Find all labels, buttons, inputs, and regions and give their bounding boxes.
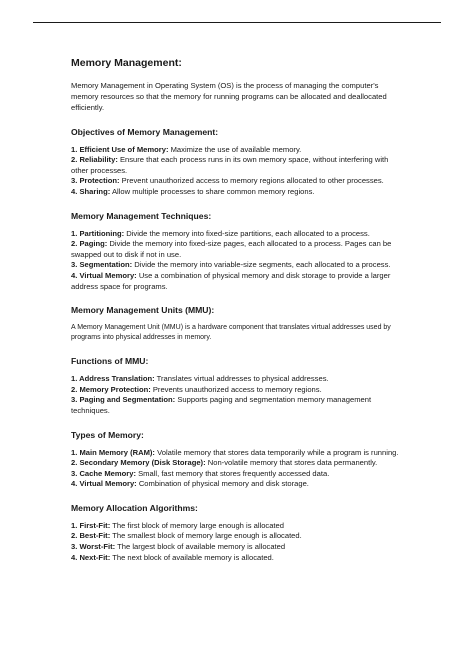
list-item-text: Non-volatile memory that stores data permanently. — [205, 458, 378, 468]
list-item-term: 2. Reliability: — [71, 155, 118, 165]
section-list — [71, 521, 406, 563]
list-item — [71, 448, 406, 459]
list-item-text: Prevents unauthorized access to memory regions. — [150, 384, 322, 394]
list-item-text: Divide the memory into variable-size segments, each allocated to a process. — [132, 260, 391, 270]
list-item — [71, 187, 406, 198]
list-item-term: 3. Paging and Segmentation: — [71, 395, 176, 405]
list-item-term: 2. Memory Protection: — [71, 384, 151, 394]
list-item-term: 1. First-Fit: — [71, 520, 111, 530]
section-heading: Memory Allocation Algorithms: — [71, 502, 198, 513]
list-item-term: 2. Paging: — [71, 239, 108, 249]
list-item — [71, 458, 406, 469]
list-item — [71, 542, 406, 553]
section-heading: Objectives of Memory Management: — [71, 126, 219, 137]
list-item-text: Use a combination of physical memory and disk storage to provide a larger address space for programs. — [71, 270, 391, 291]
list-item-text: Prevent unauthorized access to memory regions allocated to other processes. — [119, 176, 384, 186]
list-item-text: Ensure that each process runs in its own memory space, without interfering with other processes. — [71, 155, 389, 175]
list-item-term: 2. Secondary Memory (Disk Storage): — [71, 458, 206, 468]
sections-after — [71, 356, 406, 563]
list-item-text: Volatile memory that stores data temporarily while a program is running. — [154, 447, 399, 457]
list-item-text: Combination of physical memory and disk storage. — [136, 479, 309, 489]
document-title: Memory Management: — [71, 57, 182, 69]
list-item — [71, 176, 406, 187]
list-item-term: 3. Cache Memory: — [71, 468, 136, 478]
list-item-term: 4. Sharing: — [71, 186, 111, 196]
list-item-text: Translates virtual addresses to physical addresses. — [154, 374, 329, 384]
list-item-text: The first block of memory large enough is allocated — [110, 520, 284, 530]
list-item-text: Divide the memory into fixed-size partitions, each allocated to a process. — [124, 228, 370, 238]
list-item-term: 1. Main Memory (RAM): — [71, 447, 155, 457]
section-list — [71, 448, 406, 490]
section-heading: Memory Management Techniques: — [71, 210, 212, 221]
list-item — [71, 155, 406, 176]
list-item-text: Small, fast memory that stores frequently accessed data. — [136, 468, 330, 478]
list-item-term: 3. Protection: — [71, 176, 120, 186]
list-item-text: Divide the memory into fixed-size pages, each allocated to a process. Pages can be swapped out to disk if not in use. — [71, 239, 392, 259]
list-item — [71, 239, 406, 260]
list-item-term: 1. Efficient Use of Memory: — [71, 144, 169, 154]
list-item — [71, 271, 406, 292]
list-item — [71, 553, 406, 564]
header-rule — [33, 22, 441, 23]
list-item-term: 2. Best-Fit: — [71, 531, 111, 541]
list-item — [71, 229, 406, 240]
section-heading: Functions of MMU: — [71, 356, 149, 367]
list-item-term: 4. Virtual Memory: — [71, 270, 137, 280]
list-item-text: The next block of available memory is allocated. — [110, 552, 274, 562]
section-list — [71, 374, 406, 416]
sections-before — [71, 127, 406, 293]
list-item — [71, 531, 406, 542]
list-item — [71, 469, 406, 480]
section-list — [71, 229, 406, 293]
list-item — [71, 260, 406, 271]
section-list — [71, 145, 406, 198]
list-item-term: 3. Segmentation: — [71, 260, 133, 270]
list-item-text: The largest block of available memory is allocated — [115, 542, 286, 552]
list-item — [71, 479, 406, 490]
list-item-text: The smallest block of memory large enough is allocated. — [110, 531, 302, 541]
list-item-term: 3. Worst-Fit: — [71, 542, 116, 552]
list-item-text: Maximize the use of available memory. — [168, 144, 302, 154]
list-item — [71, 374, 406, 385]
list-item — [71, 145, 406, 156]
list-item-term: 4. Next-Fit: — [71, 552, 111, 562]
list-item-term: 1. Partitioning: — [71, 228, 125, 238]
list-item — [71, 395, 406, 416]
document-page — [71, 57, 406, 576]
list-item-text: Allow multiple processes to share common memory regions. — [110, 186, 315, 196]
list-item-text: Supports paging and segmentation memory management techniques. — [71, 395, 372, 415]
mmu-paragraph: A Memory Management Unit (MMU) is a hardware component that translates virtual addresses used by programs into physical addresses in memory. — [71, 324, 391, 342]
section-heading: Types of Memory: — [71, 429, 144, 440]
list-item-term: 1. Address Translation: — [71, 374, 155, 384]
mmu-heading: Memory Management Units (MMU): — [71, 305, 215, 316]
intro-paragraph: Memory Management in Operating System (OS) is the process of managing the computer's memory resources so that the memory for running programs can be allocated and deallocated efficiently. — [71, 81, 387, 113]
list-item — [71, 521, 406, 532]
list-item — [71, 385, 406, 396]
list-item-term: 4. Virtual Memory: — [71, 479, 137, 489]
